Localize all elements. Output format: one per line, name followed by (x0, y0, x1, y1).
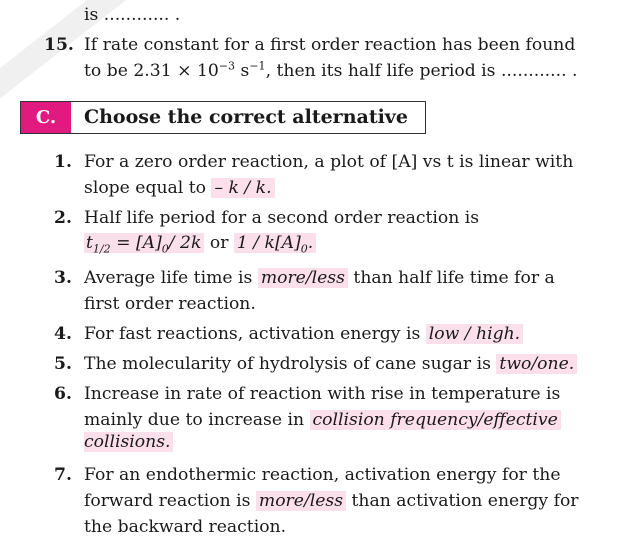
q15-line-1: If rate constant for a first order reaction has been found (84, 35, 576, 55)
c6-line-2: mainly due to increase in collision frequency/effective (84, 409, 561, 431)
c2-line-1: Half life period for a second order reaction is (84, 208, 480, 228)
c4-line-1: For fast reactions, activation energy is low / high. (84, 323, 523, 345)
c4-answer-highlight: low / high. (426, 324, 523, 344)
c2-formula-a: $t_{1/2} = [A]_0/$ 2k (84, 233, 204, 253)
c1-line-2: slope equal to – k / k. (84, 177, 275, 199)
prev-item-tail: is ............ . (84, 5, 181, 25)
c2-line-2: $t_{1/2} = [A]_0/$ 2k or $1 / k[A]_0$. (84, 232, 316, 254)
c2-number: 2. (54, 208, 72, 228)
c2-formula-b: $1 / k[A]_0$. (234, 233, 316, 253)
c7-answer-highlight: more/less (256, 491, 346, 511)
c7-line-3: the backward reaction. (84, 517, 287, 537)
c1-answer-highlight: – k / k. (211, 178, 274, 198)
c5-answer-highlight: two/one. (496, 354, 577, 374)
q15-number: 15. (44, 35, 74, 55)
c4-number: 4. (54, 324, 72, 344)
c3-line-2: first order reaction. (84, 294, 256, 314)
section-c-title: Choose the correct alternative (84, 106, 408, 128)
c6-line-1: Increase in rate of reaction with rise in temperature is (84, 384, 561, 404)
c7-line-2: forward reaction is more/less than activation energy for (84, 491, 579, 511)
c6-answer-highlight-2: collisions. (84, 432, 173, 452)
c1-number: 1. (54, 152, 72, 172)
section-c-letter: C. (21, 102, 71, 133)
c5-number: 5. (54, 354, 72, 374)
q15-line-2: to be $2.31 \times 10^{-3}$ $s^{-1}$, then its half life period is ............ . (84, 59, 578, 81)
c6-line-3 (84, 431, 173, 453)
c5-line-1: The molecularity of hydrolysis of cane sugar is two/one. (84, 353, 577, 375)
c7-line-1: For an endothermic reaction, activation energy for the (84, 465, 561, 485)
c3-answer-highlight: more/less (258, 268, 348, 288)
c6-answer-highlight-1: collision frequency/effective (310, 410, 561, 430)
section-c-heading (20, 101, 426, 134)
c6-number: 6. (54, 384, 72, 404)
c1-line-1: For a zero order reaction, a plot of [A] vs t is linear with (84, 152, 574, 172)
c3-number: 3. (54, 268, 72, 288)
c7-number: 7. (54, 465, 72, 485)
c3-line-1: Average life time is more/less than half life time for a (84, 268, 555, 288)
